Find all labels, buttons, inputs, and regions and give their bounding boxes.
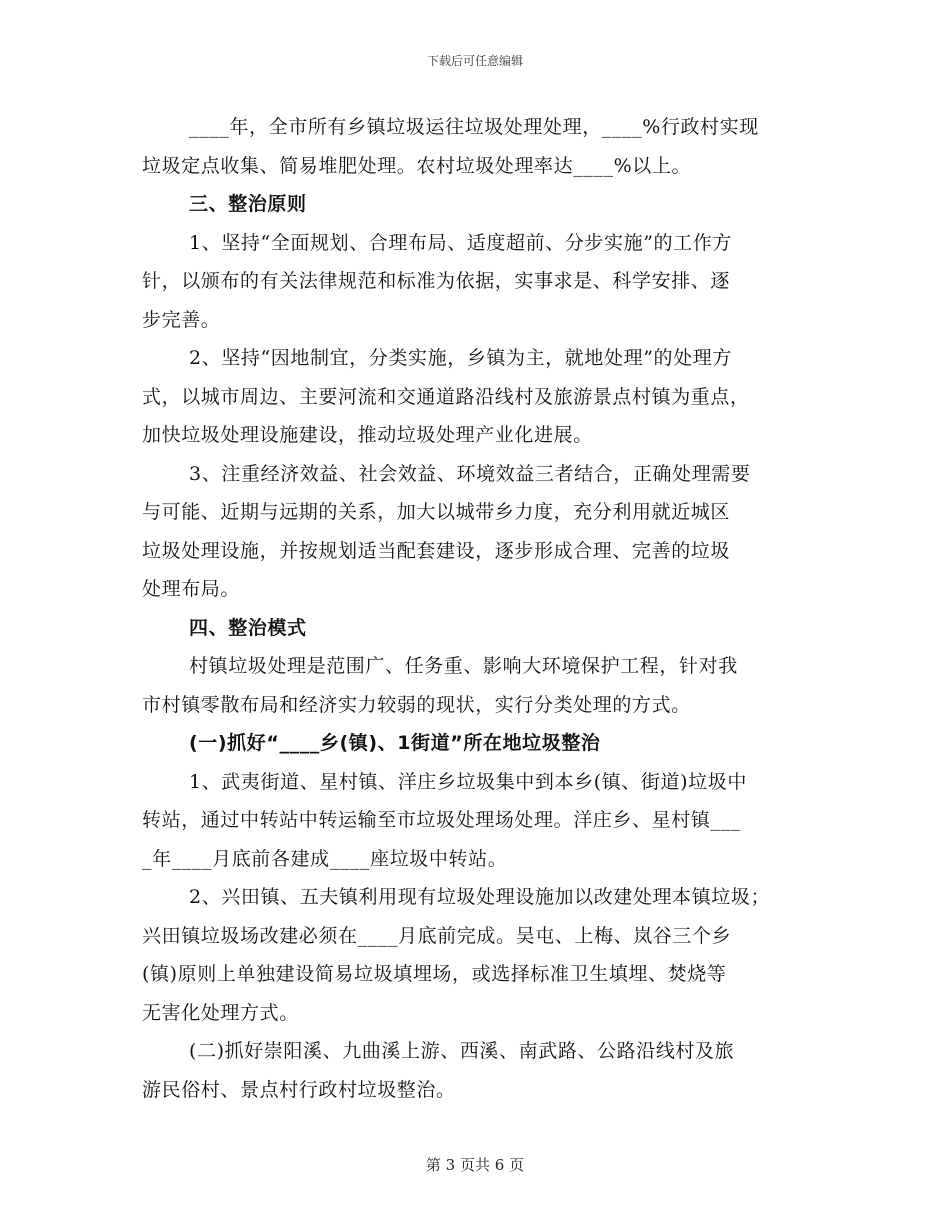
text-line: 步完善。 <box>142 308 221 331</box>
text-line: 1、坚持“全面规划、合理布局、适度超前、分步实施”的工作方 <box>189 231 732 254</box>
text-line: ____年，全市所有乡镇垃圾运往垃圾处理处理，____%行政村实现 <box>189 116 759 138</box>
text-line: 2、兴田镇、五夫镇利用现有垃圾处理设施加以改建处理本镇垃圾； <box>189 886 771 908</box>
document-body <box>142 108 822 1109</box>
text-line: 转站，通过中转站中转运输至市垃圾处理场处理。洋庄乡、星村镇___ <box>142 809 741 831</box>
section-heading: 三、整治原则 <box>189 193 307 215</box>
text-line: 与可能、近期与远期的关系，加大以城带乡力度，充分利用就近城区 <box>142 501 731 523</box>
text-line: 垃圾定点收集、简易堆肥处理。农村垃圾处理率达____%以上。 <box>142 154 692 177</box>
text-line: _年____月底前各建成____座垃圾中转站。 <box>142 847 508 870</box>
text-line: 兴田镇垃圾场改建必须在____月底前完成。吴屯、上梅、岚谷三个乡 <box>142 924 732 947</box>
page-number: 第 3 页共 6 页 <box>425 1156 525 1174</box>
section-heading: (一)抓好“____乡(镇)、1街道”所在地垃圾整治 <box>189 732 601 754</box>
text-line: 处理布局。 <box>142 578 241 600</box>
text-line: 2、坚持“因地制宜，分类实施，乡镇为主，就地处理”的处理方 <box>189 347 732 369</box>
text-line: 游民俗村、景点村行政村垃圾整治。 <box>142 1078 456 1101</box>
text-line: 垃圾处理设施，并按规划适当配套建设，逐步形成合理、完善的垃圾 <box>142 539 731 562</box>
text-line: 式，以城市周边、主要河流和交通道路沿线村及旅游景点村镇为重点， <box>142 385 750 408</box>
text-line: 村镇垃圾处理是范围广、任务重、影响大环境保护工程，针对我 <box>189 655 738 677</box>
text-line: (镇)原则上单独建设简易垃圾填埋场，或选择标准卫生填埋、焚烧等 <box>142 963 727 985</box>
text-line: 市村镇零散布局和经济实力较弱的现状，实行分类处理的方式。 <box>142 693 691 716</box>
section-heading: 四、整治模式 <box>189 616 307 639</box>
text-line: 1、武夷街道、星村镇、洋庄乡垃圾集中到本乡(镇、街道)垃圾中 <box>189 770 747 793</box>
page-header: 下载后可任意编辑 <box>426 54 523 68</box>
text-line: 3、注重经济效益、社会效益、环境效益三者结合，正确处理需要 <box>189 462 751 485</box>
text-line: 无害化处理方式。 <box>142 1001 299 1024</box>
text-line: 针，以颁布的有关法律规范和标准为依据，实事求是、科学安排、逐 <box>142 270 731 292</box>
text-line: 加快垃圾处理设施建设，推动垃圾处理产业化进展。 <box>142 424 593 446</box>
text-line: (二)抓好崇阳溪、九曲溪上游、西溪、南武路、公路沿线村及旅 <box>189 1040 735 1062</box>
